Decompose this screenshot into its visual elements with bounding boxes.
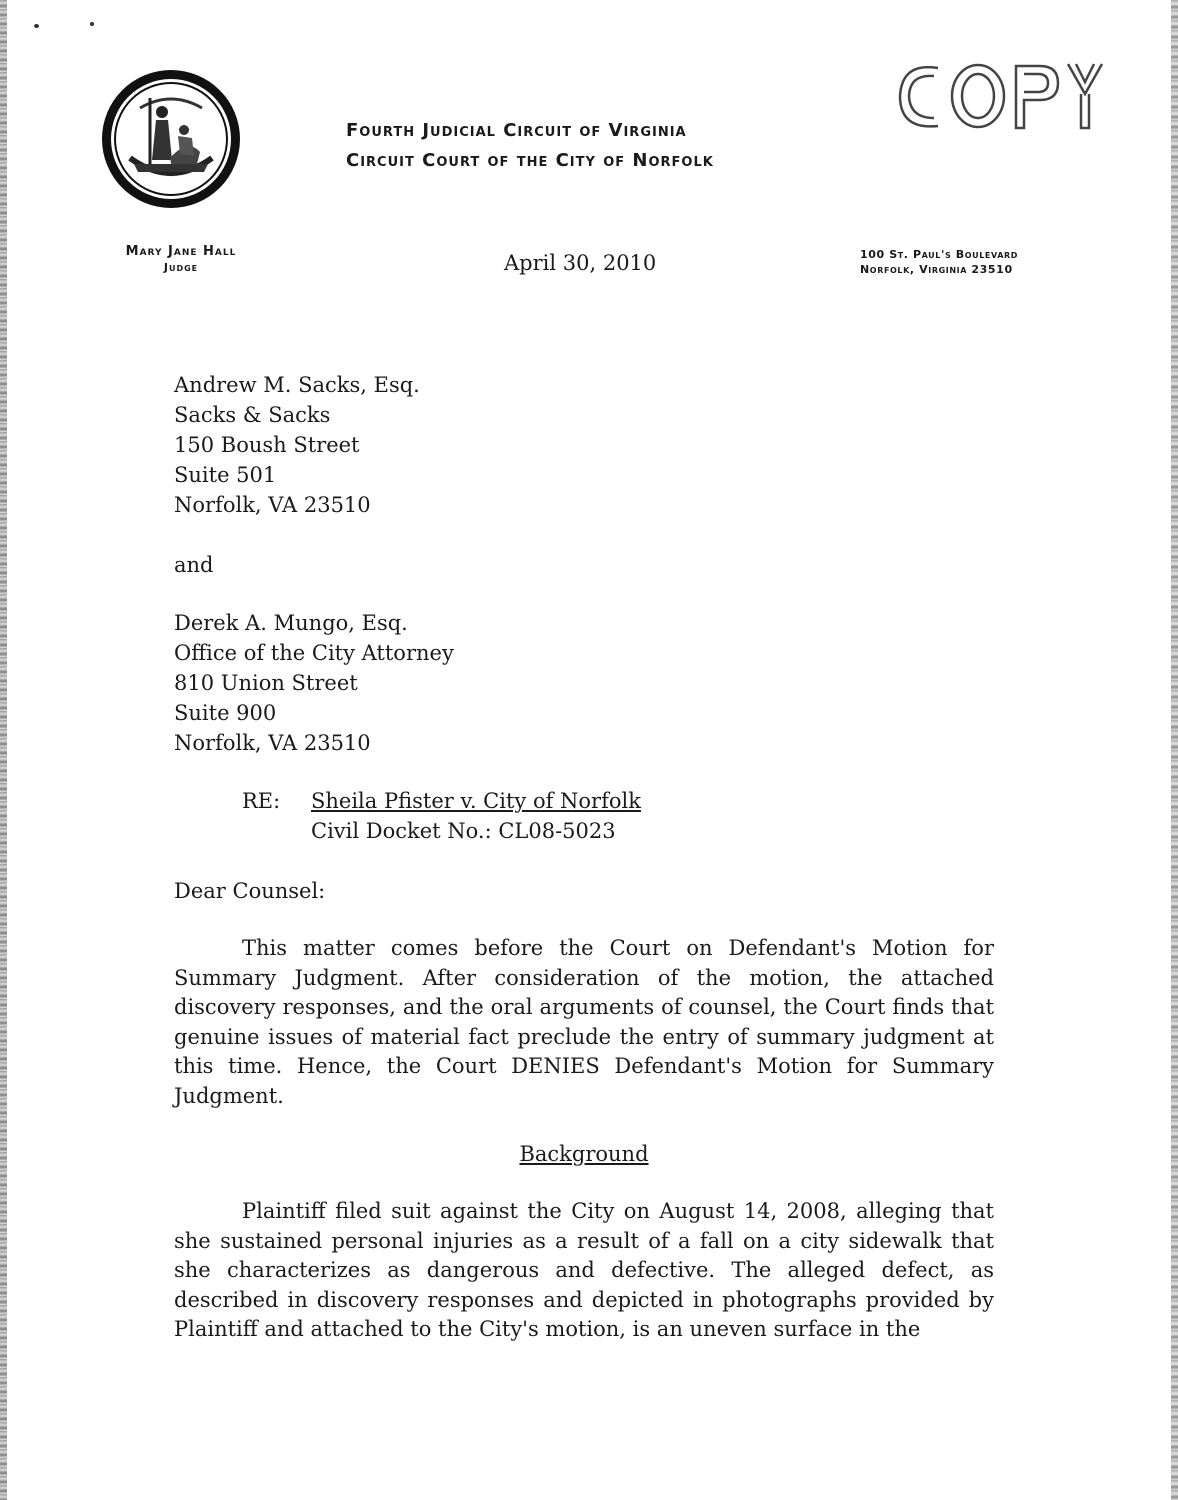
recipient-2-line: 810 Union Street bbox=[174, 671, 358, 695]
scan-speck bbox=[90, 22, 94, 26]
scan-edge-right bbox=[1171, 0, 1178, 1500]
judge-block bbox=[96, 244, 266, 276]
recipient-2-line: Suite 900 bbox=[174, 701, 277, 725]
court-line-2: Circuit Court of the City of Norfolk bbox=[346, 150, 714, 171]
section-heading-text: Background bbox=[519, 1142, 649, 1166]
salutation: Dear Counsel: bbox=[174, 879, 326, 903]
paragraph-2: Plaintiff filed suit against the City on August 14, 2008, alleging that she sustained personal injuries as a result of a fall on a city sidewalk that she characterizes as dangerous and defective. The alleged defect, as described in discovery responses and depicted in photographs provided by Plaintiff and attached to the City's motion, is an uneven surface in the bbox=[174, 1199, 994, 1341]
court-address-line-1: 100 St. Paul's Boulevard bbox=[860, 248, 1019, 261]
virginia-seal-icon bbox=[100, 68, 242, 210]
recipient-1-line: Sacks & Sacks bbox=[174, 403, 331, 427]
conjunction-text: and bbox=[174, 553, 214, 577]
copy-stamp bbox=[890, 50, 1120, 140]
scan-speck bbox=[34, 24, 39, 28]
court-address-line-2: Norfolk, Virginia 23510 bbox=[860, 263, 1013, 276]
judge-title: Judge bbox=[163, 261, 199, 274]
letter-date: April 30, 2010 bbox=[504, 251, 657, 275]
recipient-2-line: Office of the City Attorney bbox=[174, 641, 454, 665]
docket-number: Civil Docket No.: CL08-5023 bbox=[311, 819, 616, 843]
recipient-address-1 bbox=[174, 370, 420, 520]
re-block bbox=[311, 786, 641, 846]
recipient-1-line: Norfolk, VA 23510 bbox=[174, 493, 371, 517]
case-caption: Sheila Pfister v. City of Norfolk bbox=[311, 789, 641, 813]
recipient-1-line: 150 Boush Street bbox=[174, 433, 360, 457]
scan-edge-left bbox=[0, 0, 7, 1500]
paragraph-1: This matter comes before the Court on Defendant's Motion for Summary Judgment. After consideration of the motion, the attached discovery responses, and the oral arguments of counsel, the Court finds that genuine issues of material fact preclude the entry of summary judgment at this time. Hence, the Court DENIES Defendant's Motion for Summary Judgment. bbox=[174, 936, 994, 1108]
court-line-1: Fourth Judicial Circuit of Virginia bbox=[346, 120, 687, 141]
recipient-1-line: Andrew M. Sacks, Esq. bbox=[174, 373, 420, 397]
section-heading bbox=[174, 1139, 994, 1169]
recipient-address-2 bbox=[174, 608, 454, 758]
recipient-2-line: Derek A. Mungo, Esq. bbox=[174, 611, 408, 635]
recipient-1-line: Suite 501 bbox=[174, 463, 277, 487]
court-heading bbox=[346, 116, 866, 176]
re-label: RE: bbox=[242, 789, 281, 813]
court-address bbox=[860, 247, 1080, 277]
judge-name: Mary Jane Hall bbox=[125, 244, 237, 259]
recipient-2-line: Norfolk, VA 23510 bbox=[174, 731, 371, 755]
